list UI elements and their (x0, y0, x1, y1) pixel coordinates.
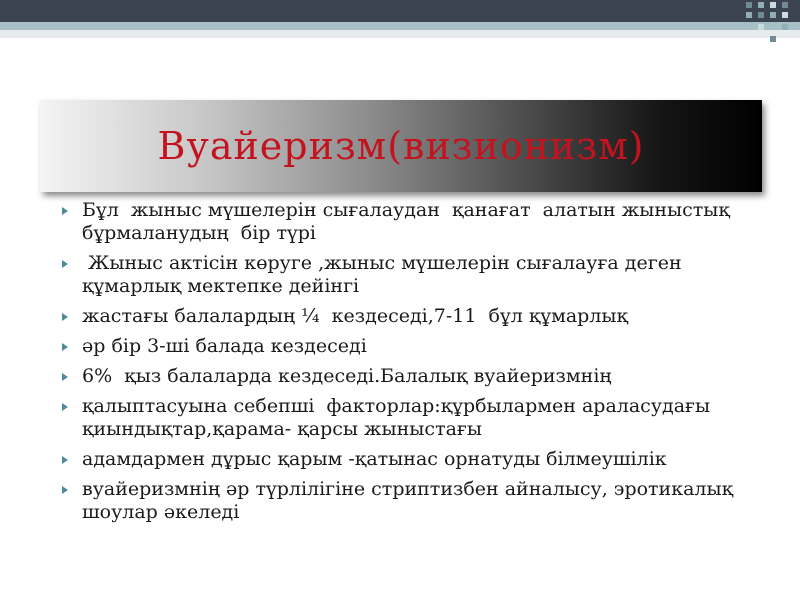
slide-title: Вуайеризм(визионизм) (157, 124, 645, 168)
bullet-icon (62, 373, 68, 381)
list-item (60, 365, 760, 388)
bullet-text: адамдармен дұрыс қарым -қатынас орнатуды білмеушілік (82, 448, 667, 470)
bullet-icon (62, 343, 68, 351)
title-banner (40, 100, 762, 192)
header-stripe-light (0, 30, 800, 38)
bullet-text: жастағы балалардың ¼ кездеседі,7-11 бұл құмарлық (82, 305, 629, 327)
bullet-text: Жыныс актісін көруге ,жыныс мүшелерін сығалауға деген құмарлық мектепке дейінгі (82, 252, 688, 297)
bullet-text: вуайеризмнің әр түрлілігіне стриптизбен айналысу, эротикалық шоулар әкеледі (82, 478, 740, 523)
list-item (60, 395, 760, 441)
list-item (60, 448, 760, 471)
bullet-icon (62, 207, 68, 215)
bullet-icon (62, 456, 68, 464)
bullet-icon (62, 313, 68, 321)
list-item (60, 478, 760, 524)
header-stripe (0, 22, 800, 30)
bullet-icon (62, 403, 68, 411)
decorative-squares (738, 0, 800, 48)
list-item (60, 335, 760, 358)
list-item (60, 305, 760, 328)
bullet-text: Бұл жыныс мүшелерін сығалаудан қанағат алатын жыныстық бұрмаланудың бір түрі (82, 199, 742, 244)
bullet-text: 6% қыз балаларда кездеседі.Балалық вуайеризмнің (82, 365, 612, 387)
list-item (60, 199, 760, 245)
list-item (60, 252, 760, 298)
bullet-text: қалыптасуына себепші факторлар:құрбылармен араласудағы қиындықтар,қарама- қарсы жыныстағы (82, 395, 717, 440)
bullet-list (60, 199, 760, 531)
bullet-icon (62, 260, 68, 268)
bullet-text: әр бір 3-ші балада кездеседі (82, 335, 367, 357)
bullet-icon (62, 486, 68, 494)
header-band (0, 0, 800, 22)
